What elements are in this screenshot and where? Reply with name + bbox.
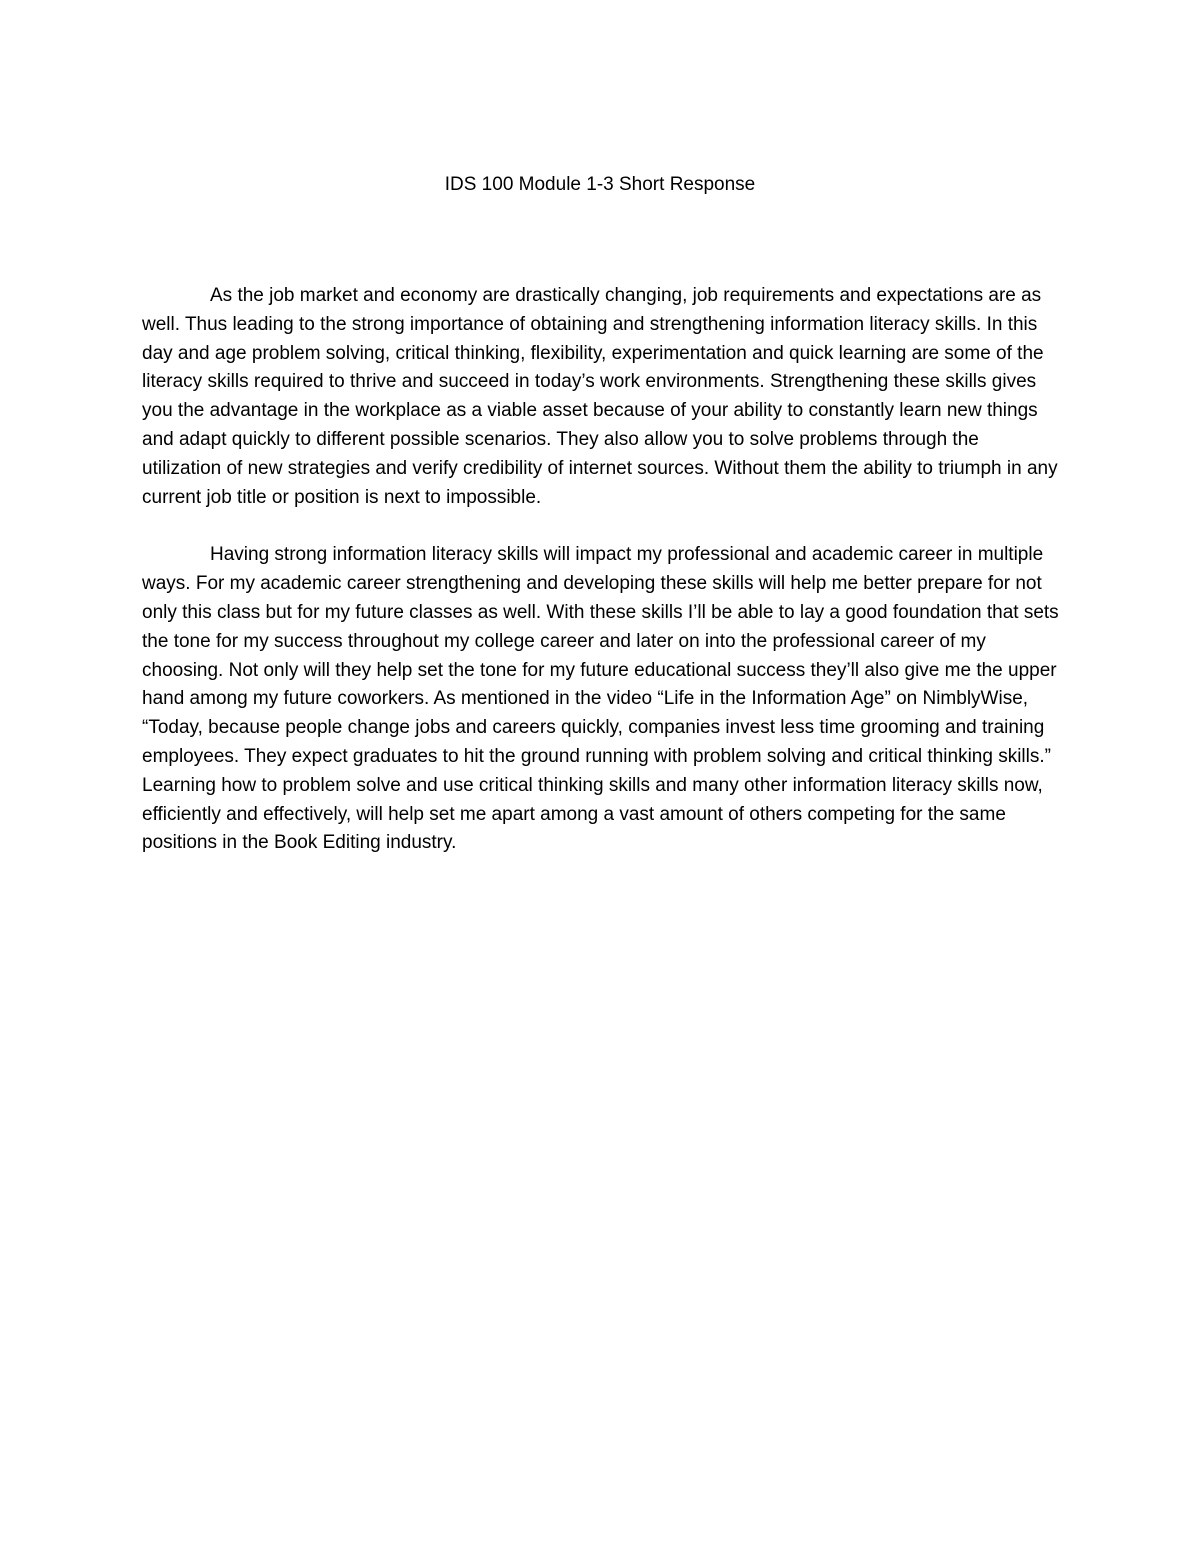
document-title: IDS 100 Module 1-3 Short Response (444, 174, 756, 195)
document-body (142, 282, 1060, 887)
paragraph-1: As the job market and economy are drastically changing, job requirements and expectations are as well. Thus leading to the strong importance of obtaining and strengthening information literacy skills. In this day and age problem solving, critical thinking, flexibility, experimentation and quick learning are some of the literacy skills required to thrive and succeed in today’s work environments. Strengthening these skills gives you the advantage in the workplace as a viable asset because of your ability to constantly learn new things and adapt quickly to different possible scenarios. They also allow you to solve problems through the utilization of new strategies and verify credibility of internet sources. Without them the ability to triumph in any current job title or position is next to impossible. (142, 285, 1058, 508)
paragraph-2: Having strong information literacy skills will impact my professional and academic career in multiple ways. For my academic career strengthening and developing these skills will help me better prepare for not only this class but for my future classes as well. With these skills I’ll be able to lay a good foundation that sets the tone for my success throughout my college career and later on into the professional career of my choosing. Not only will they help set the tone for my future educational success they’ll also give me the upper hand among my future coworkers. As mentioned in the video “Life in the Information Age” on NimblyWise, “Today, because people change jobs and careers quickly, companies invest less time grooming and training employees. They expect graduates to hit the ground running with problem solving and critical thinking skills.” Learning how to problem solve and use critical thinking skills and many other information literacy skills now, efficiently and effectively, will help set me apart among a vast amount of others competing for the same positions in the Book Editing industry. (142, 544, 1059, 854)
